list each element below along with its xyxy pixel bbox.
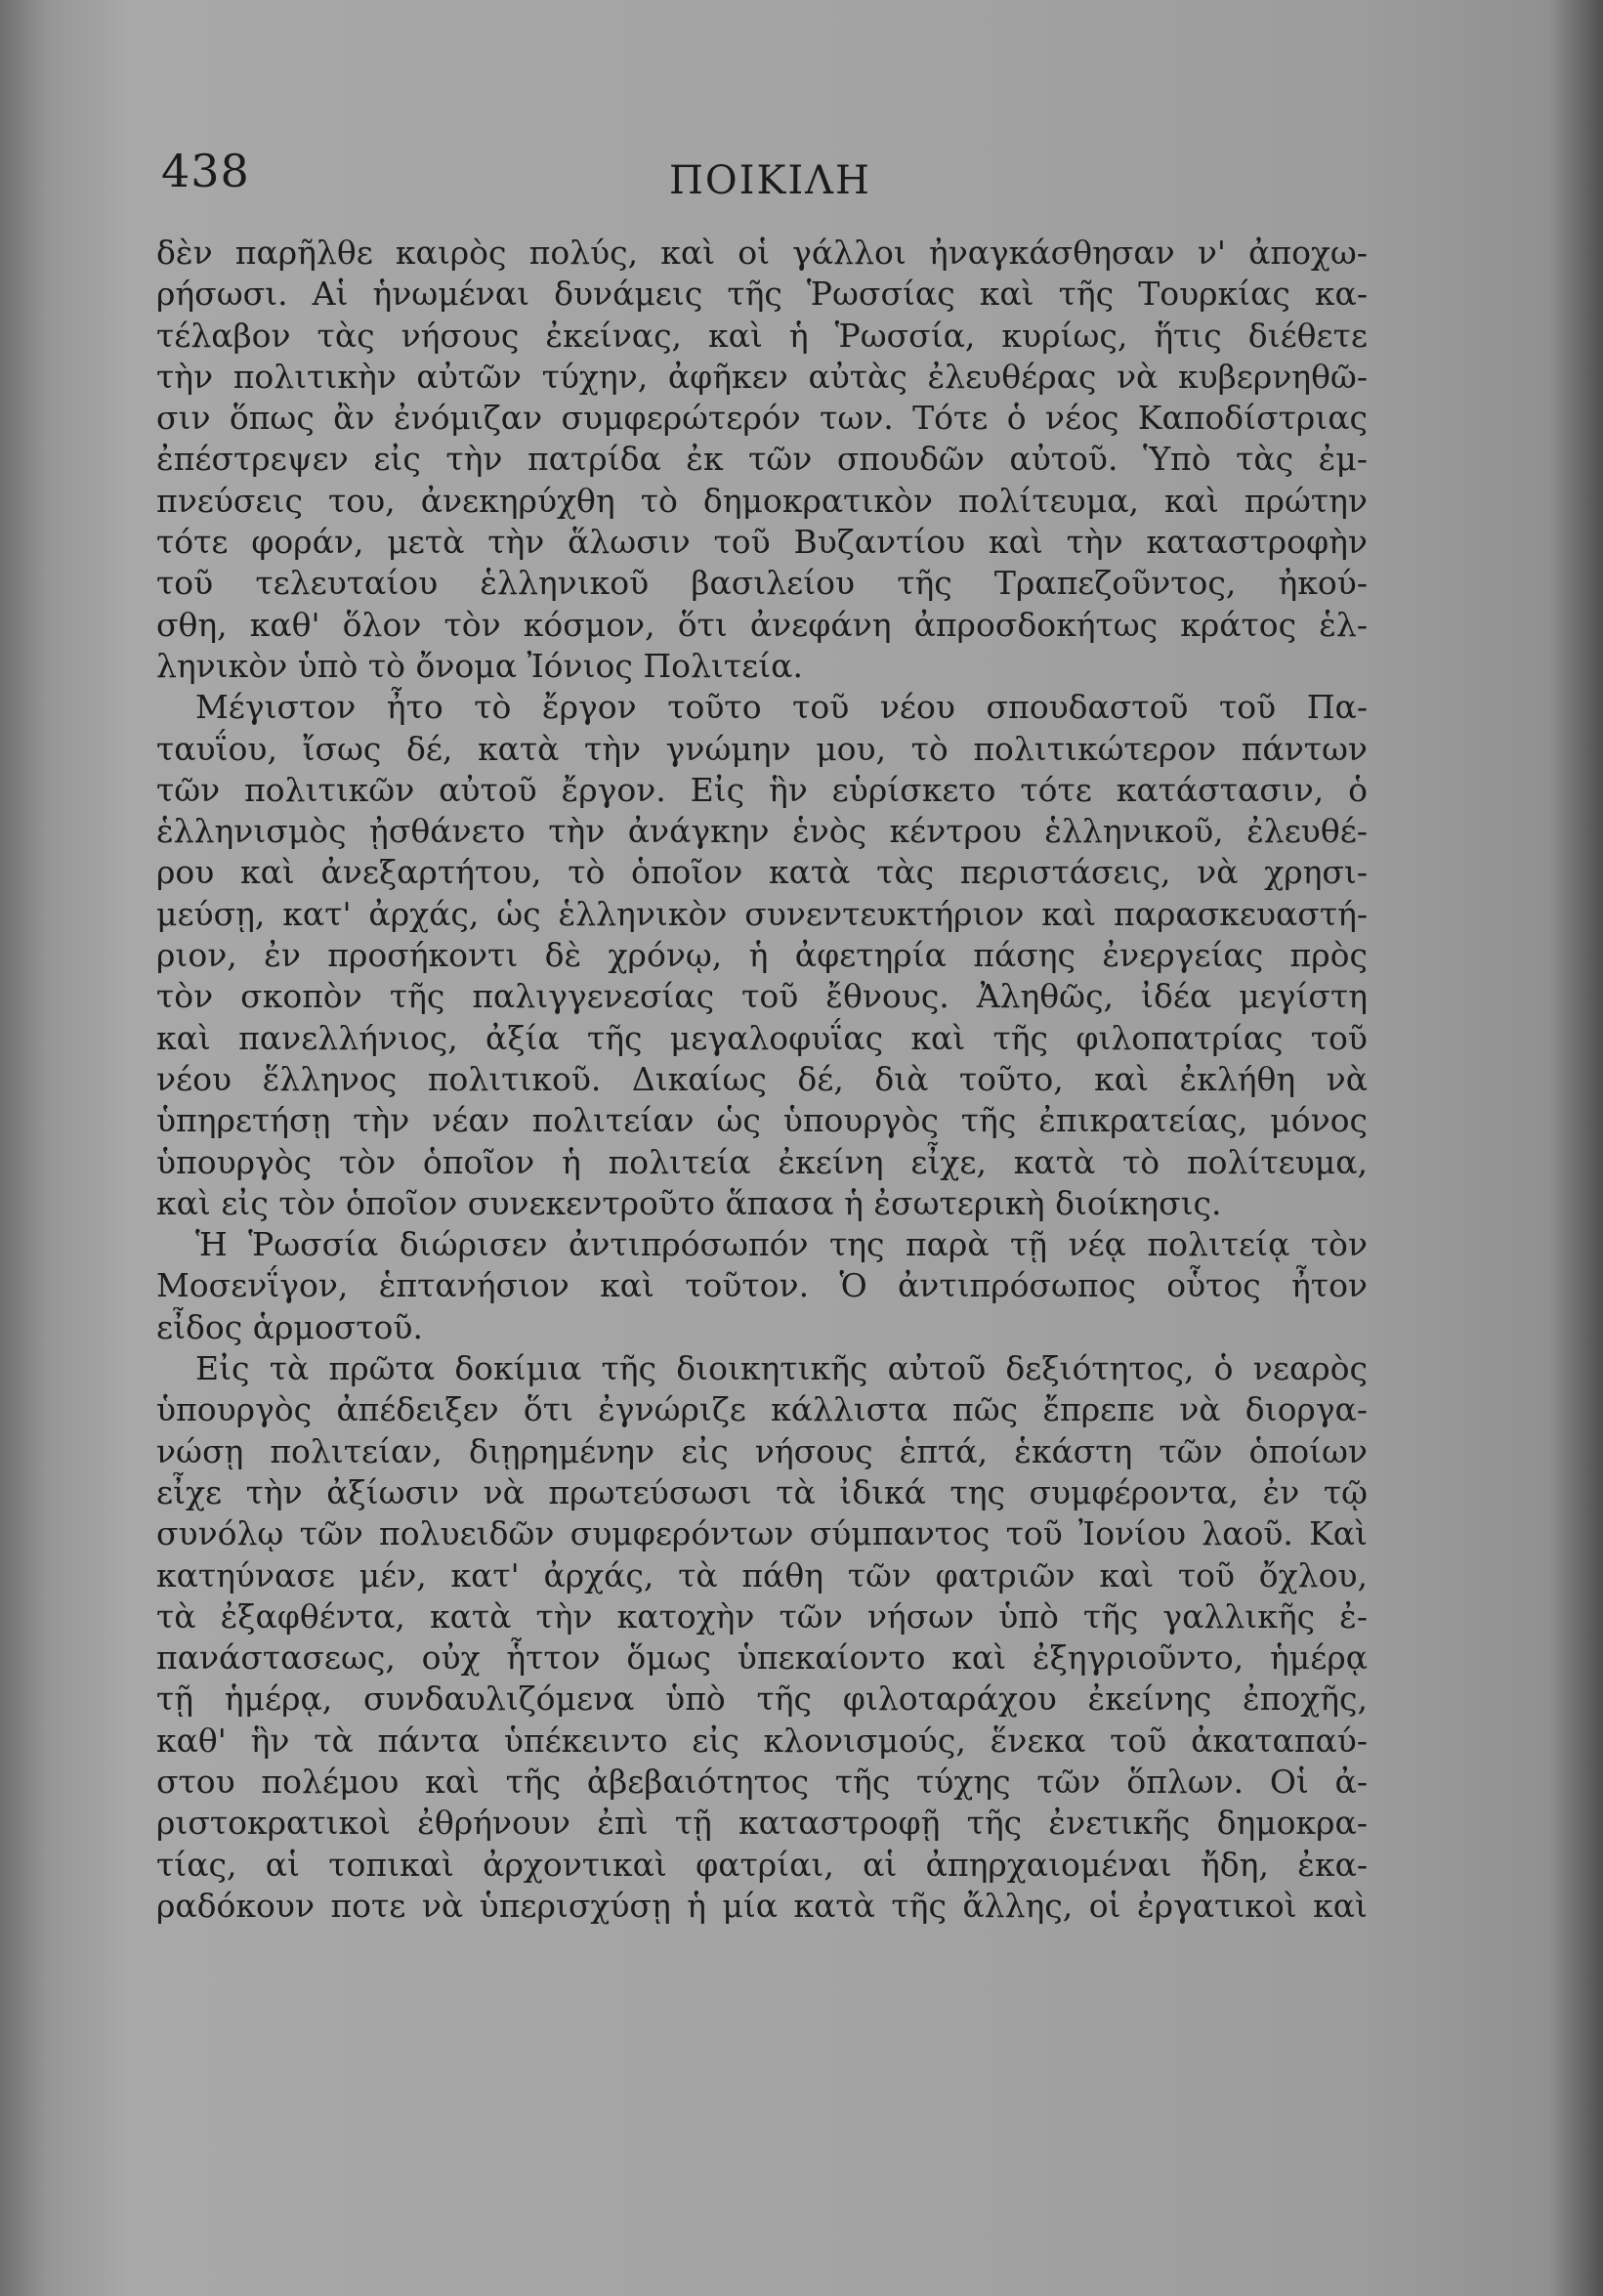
text-line: τὰ ἐξαφθέντα, κατὰ τὴν κατοχὴν τῶν νήσων ὑπὸ τῆς γαλλικῆς ἐ- [156, 1596, 1368, 1636]
text-line: ρου καὶ ἀνεξαρτήτου, τὸ ὁποῖον κατὰ τὰς περιστάσεις, νὰ χρησι- [156, 853, 1368, 892]
text-line: ταυΐου, ἴσως δέ, κατὰ τὴν γνώμην μου, τὸ πολιτικώτερον πάντων [156, 729, 1368, 768]
text-line: τὴν πολιτικὴν αὐτῶν τύχην, ἀφῆκεν αὐτὰς ἐλευθέρας νὰ κυβερνηθῶ- [156, 357, 1368, 396]
text-line: τοῦ τελευταίου ἑλληνικοῦ βασιλείου τῆς Τραπεζοῦντος, ἠκού- [156, 564, 1368, 603]
text-line: νώσῃ πολιτείαν, διῃρημένην εἰς νήσους ἑπτά, ἑκάστη τῶν ὁποίων [156, 1431, 1368, 1470]
text-line: τέλαβον τὰς νήσους ἐκείνας, καὶ ἡ Ῥωσσία, κυρίως, ἥτις διέθετε [156, 316, 1368, 355]
page-header [161, 137, 1363, 225]
text-line: τὸν σκοπὸν τῆς παλιγγενεσίας τοῦ ἔθνους. Ἀληθῶς, ἰδέα μεγίστη [156, 977, 1368, 1016]
text-line: συνόλῳ τῶν πολυειδῶν συμφερόντων σύμπαντος τοῦ Ἰονίου λαοῦ. Καὶ [156, 1514, 1368, 1553]
text-line: ἐπέστρεψεν εἰς τὴν πατρίδα ἐκ τῶν σπουδῶν αὐτοῦ. Ὑπὸ τὰς ἐμ- [156, 440, 1368, 479]
page-number: 438 [161, 145, 250, 197]
text-line: καθ' ἣν τὰ πάντα ὑπέκειντο εἰς κλονισμούς, ἕνεκα τοῦ ἀκαταπαύ- [156, 1721, 1368, 1760]
text-line: δὲν παρῆλθε καιρὸς πολύς, καὶ οἱ γάλλοι ἠναγκάσθησαν ν' ἀποχω- [156, 234, 1368, 272]
text-line: πνεύσεις του, ἀνεκηρύχθη τὸ δημοκρατικὸν πολίτευμα, καὶ πρώτην [156, 481, 1368, 520]
text-line: ριον, ἐν προσήκοντι δὲ χρόνῳ, ἡ ἀφετηρία πάσης ἐνεργείας πρὸς [156, 936, 1368, 975]
text-line: ἑλληνισμὸς ᾐσθάνετο τὴν ἀνάγκην ἑνὸς κέντρου ἑλληνικοῦ, ἐλευθέ- [156, 812, 1368, 851]
text-line: σιν ὅπως ἂν ἐνόμιζαν συμφερώτερόν των. Τότε ὁ νέος Καποδίστριας [156, 399, 1368, 438]
text-line: νέου ἕλληνος πολιτικοῦ. Δικαίως δέ, διὰ τοῦτο, καὶ ἐκλήθη νὰ [156, 1059, 1368, 1098]
text-line: εἶδος ἁρμοστοῦ. [156, 1307, 423, 1346]
text-line: ὑπουργὸς ἀπέδειξεν ὅτι ἐγνώριζε κάλλιστα πῶς ἔπρεπε νὰ διοργα- [156, 1390, 1368, 1429]
text-line: Μοσενΐγον, ἑπτανήσιον καὶ τοῦτον. Ὁ ἀντιπρόσωπος οὗτος ἦτον [156, 1266, 1368, 1305]
text-line: μεύσῃ, κατ' ἀρχάς, ὡς ἑλληνικὸν συνεντευκτήριον καὶ παρασκευαστή- [156, 894, 1368, 933]
text-line: εἶχε τὴν ἀξίωσιν νὰ πρωτεύσωσι τὰ ἰδικά της συμφέροντα, ἐν τῷ [156, 1472, 1368, 1511]
text-line: Ἡ Ῥωσσία διώρισεν ἀντιπρόσωπόν της παρὰ τῇ νέᾳ πολιτείᾳ τὸν [195, 1225, 1368, 1264]
text-line: κατηύνασε μέν, κατ' ἀρχάς, τὰ πάθη τῶν φατριῶν καὶ τοῦ ὄχλου, [156, 1555, 1368, 1594]
text-line: καὶ πανελλήνιος, ἀξία τῆς μεγαλοφυΐας καὶ τῆς φιλοπατρίας τοῦ [156, 1018, 1368, 1057]
text-line: ὑπηρετήσῃ τὴν νέαν πολιτείαν ὡς ὑπουργὸς τῆς ἐπικρατείας, μόνος [156, 1101, 1368, 1140]
text-line: ληνικὸν ὑπὸ τὸ ὄνομα Ἰόνιος Πολιτεία. [156, 646, 803, 685]
text-line: καὶ εἰς τὸν ὁποῖον συνεκεντροῦτο ἅπασα ἡ ἐσωτερικὴ διοίκησις. [156, 1183, 1222, 1222]
text-line: ραδόκουν ποτε νὰ ὑπερισχύσῃ ἡ μία κατὰ τῆς ἄλλης, οἱ ἐργατικοὶ καὶ [156, 1886, 1368, 1925]
text-line: ὑπουργὸς τὸν ὁποῖον ἡ πολιτεία ἐκείνη εἶχε, κατὰ τὸ πολίτευμα, [156, 1142, 1368, 1181]
text-line: Εἰς τὰ πρῶτα δοκίμια τῆς διοικητικῆς αὐτοῦ δεξιότητος, ὁ νεαρὸς [195, 1349, 1368, 1388]
text-line: τότε φοράν, μετὰ τὴν ἅλωσιν τοῦ Βυζαντίου καὶ τὴν καταστροφὴν [156, 523, 1368, 562]
running-head: ΠΟΙΚΙΛΗ [669, 158, 871, 203]
text-line: τῇ ἡμέρᾳ, συνδαυλιζόμενα ὑπὸ τῆς φιλοταράχου ἐκείνης ἐποχῆς, [156, 1679, 1368, 1719]
text-line: στου πολέμου καὶ τῆς ἀβεβαιότητος τῆς τύχης τῶν ὅπλων. Οἱ ἀ- [156, 1762, 1368, 1801]
text-line: σθη, καθ' ὅλον τὸν κόσμον, ὅτι ἀνεφάνη ἀπροσδοκήτως κράτος ἑλ- [156, 605, 1368, 644]
text-line: Μέγιστον ἦτο τὸ ἔργον τοῦτο τοῦ νέου σπουδαστοῦ τοῦ Πα- [195, 688, 1368, 727]
text-line: ριστοκρατικοὶ ἐθρήνουν ἐπὶ τῇ καταστροφῇ τῆς ἐνετικῆς δημοκρα- [156, 1804, 1368, 1843]
text-line: τῶν πολιτικῶν αὐτοῦ ἔργον. Εἰς ἣν εὑρίσκετο τότε κατάστασιν, ὁ [156, 770, 1368, 809]
text-line: ρήσωσι. Αἱ ἡνωμέναι δυνάμεις τῆς Ῥωσσίας καὶ τῆς Τουρκίας κα- [156, 275, 1368, 314]
text-line: πανάστασεως, οὐχ ἧττον ὅμως ὑπεκαίοντο καὶ ἐξηγριοῦντο, ἡμέρᾳ [156, 1638, 1368, 1678]
text-line: τίας, αἱ τοπικαὶ ἀρχοντικαὶ φατρίαι, αἱ ἀπηρχαιομέναι ἤδη, ἐκα- [156, 1845, 1368, 1884]
body-text [156, 233, 1368, 1927]
